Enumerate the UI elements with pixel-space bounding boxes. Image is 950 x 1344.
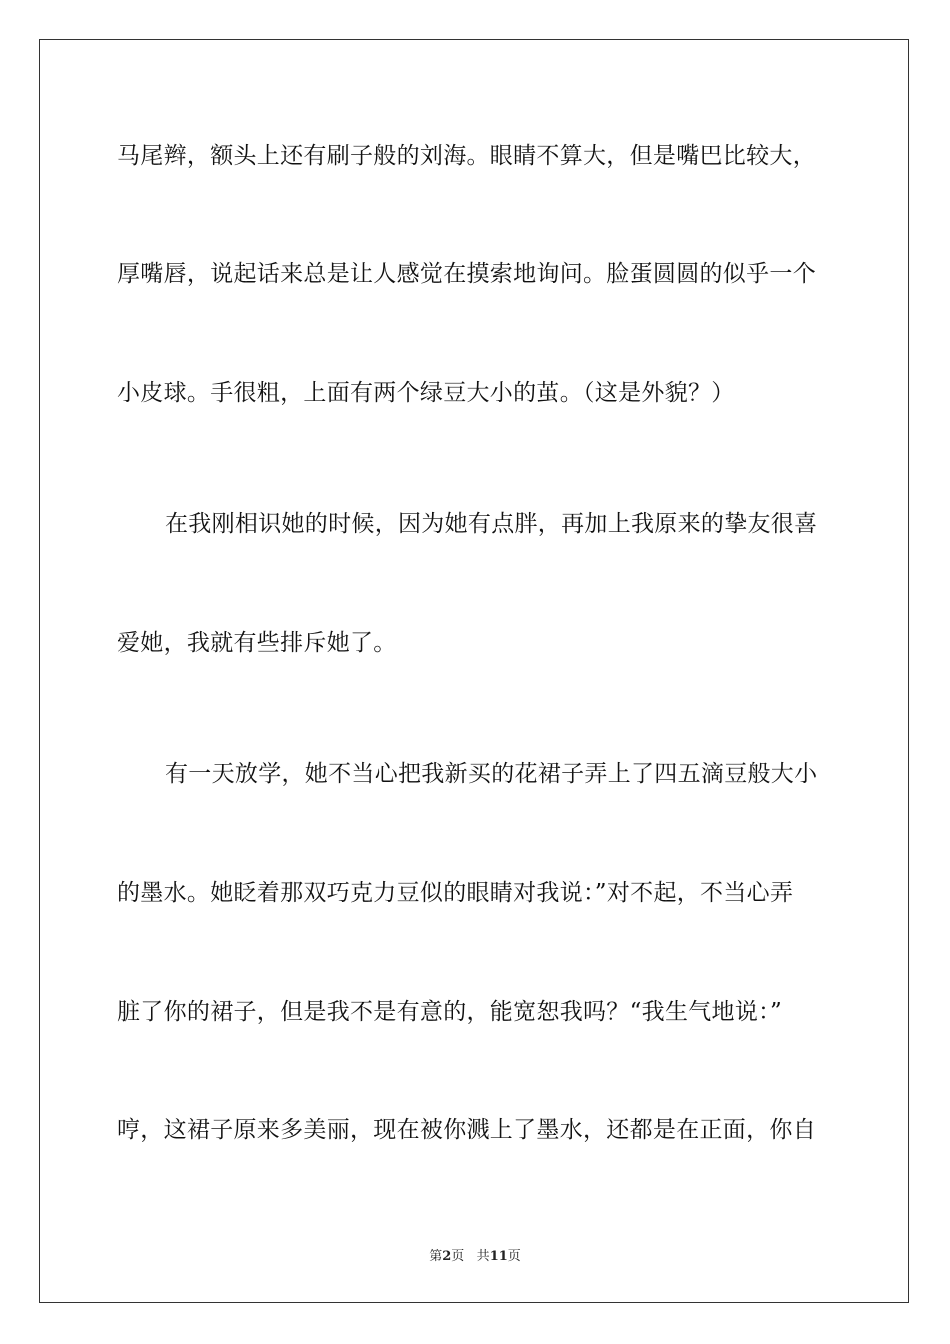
total-pages: 11	[489, 1249, 508, 1264]
text-line: 马尾辫，额头上还有刷子般的刘海。眼睛不算大，但是嘴巴比较大，	[117, 143, 816, 169]
paragraph-first-line: 在我刚相识她的时候，因为她有点胖，再加上我原来的挚友很喜	[165, 511, 818, 537]
page-prefix: 第	[429, 1249, 443, 1264]
page-number: 2	[442, 1249, 452, 1264]
total-prefix: 共	[476, 1249, 490, 1264]
text-line: 厚嘴唇，说起话来总是让人感觉在摸索地询问。脸蛋圆圆的似乎一个	[117, 261, 816, 287]
text-line: 脏了你的裙子，但是我不是有意的，能宽恕我吗？“我生气地说：”	[117, 999, 783, 1025]
text-line: 哼，这裙子原来多美丽，现在被你溅上了墨水，还都是在正面，你自	[117, 1117, 816, 1143]
text-line: 爱她，我就有些排斥她了。	[117, 630, 397, 656]
page-suffix: 页	[451, 1249, 465, 1264]
text-line: 的墨水。她眨着那双巧克力豆似的眼睛对我说：”对不起，不当心弄	[117, 880, 794, 906]
page-border	[39, 39, 909, 1303]
page-footer	[0, 1248, 950, 1266]
total-suffix: 页	[507, 1249, 521, 1264]
paragraph-first-line: 有一天放学，她不当心把我新买的花裙子弄上了四五滴豆般大小	[165, 761, 818, 787]
text-line: 小皮球。手很粗，上面有两个绿豆大小的茧。（这是外貌？）	[117, 380, 735, 406]
